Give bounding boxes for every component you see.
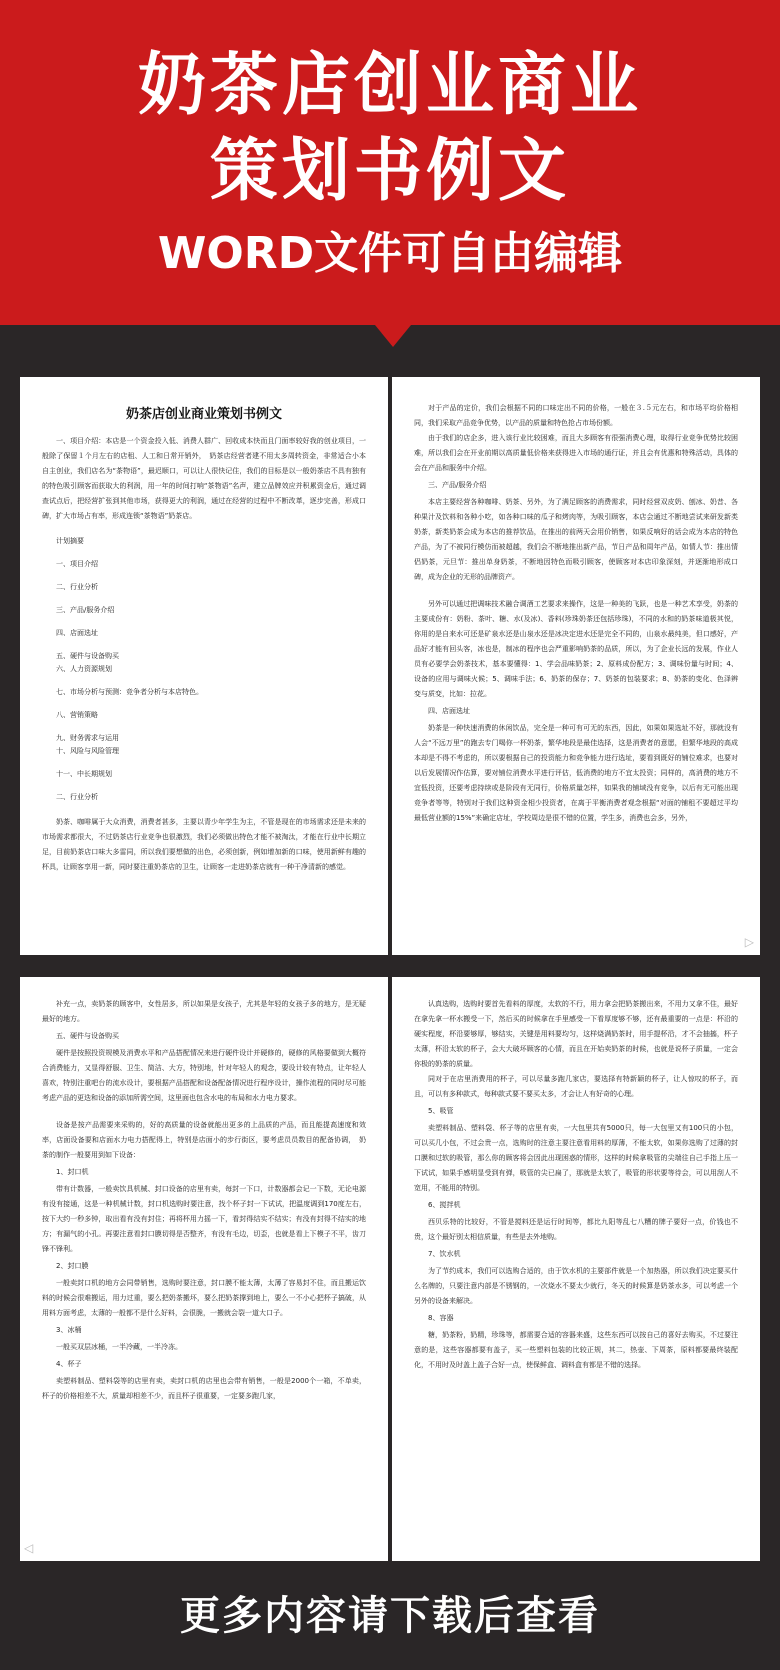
toc-item: 七、市场分析与预测：竞争者分析与本店特色。 xyxy=(56,688,203,696)
toc-item: 九、财务需求与运用 xyxy=(56,734,119,742)
banner-title-line1: 奶茶店创业商业 xyxy=(137,46,642,125)
subsection-heading: 8、容器 xyxy=(428,1314,454,1322)
subsection-heading: 4、杯子 xyxy=(56,1360,82,1368)
plan-summary-label: 计划摘要 xyxy=(56,537,84,545)
subsection-heading: 2、封口膜 xyxy=(56,1262,89,1270)
page-next-arrow-icon: ▷ xyxy=(744,935,754,949)
banner-title-line2: 策划书例文 xyxy=(209,132,570,211)
banner-subtitle: WORD文件可自由编辑 xyxy=(157,228,623,279)
toc-item: 四、店面选址 xyxy=(56,629,98,637)
subsection-heading: 5、吸管 xyxy=(428,1107,454,1115)
toc-item: 二、行业分析 xyxy=(56,583,98,591)
document-page-2 xyxy=(392,377,760,955)
toc-item: 五、硬件与设备购买 xyxy=(56,652,119,660)
paragraph: 同对于在店里消费用的杯子，可以尽量多跑几家店，要选择有特新颖的杯子，让人惊叹的杯子，而且，可以有多种款式，每种款式要不要买太多，才会让人有好奇的心理。 xyxy=(414,1075,738,1098)
paragraph: 带有计数器，一般卖饮具机械、封口设备的店里有卖，每封一下口，计数器都会记一下数，无论电源有没有接通，这是一种机械计数，封口机选购时要注意，找个杯子封一下试试，把温度调到170度左右，按下大约一秒多钟，取出看有没有封住；再将杯用力摇一下，看封得结实不结实；有没有封得不结实的地方；有漏气的小孔。再要注意看封口膜切得是否整齐，有没有毛边，切歪，也就是看上下模子不平，齿刀锋不锋利。 xyxy=(42,1185,366,1253)
paragraph: 奶茶是一种快速消费的休闲饮品，完全是一种可有可无的东西，因此，如果如果选址不好，那就没有人会“不远万里”的跑去专门喝你一杯奶茶，繁华地段是最佳选择，这是消费者的意愿，但繁华地段的高成本却是不得不考虑的，所以要根据自己的投资能力和竞争能力进行选址，要看到既好的铺位难求，也要对以后发展情况作估算，要对铺位消费水平进行评估，低消费的地方不宜太投资；同样的，高消费的地方不宜低投资，还要考虑持续或是阶段有无同行，价格质量怎样，如果我的铺域没有竞争，以后有无可能出现竞争者等等，特别对于我们这种资金相少投资者，在离于平衡消费者观念根据“对面的铺租不要超过平均最低营业额的15%”来确定店址，学校周边是很不错的位置，学生多，消费也会多，另外， xyxy=(414,724,738,822)
paragraph: 对于产品的定价，我们会根据不同的口味定出不同的价格，一般在３.５元左右，和市场平均价格相同，我们采取产品竞争优势，以产品的质量和特色抢占市场份额。 xyxy=(414,404,738,427)
section-heading: 三、产品/服务介绍 xyxy=(428,481,487,489)
subsection-heading: 1、封口机 xyxy=(56,1168,89,1176)
paragraph: 一般买双层冰桶，一半冷藏，一半冷冻。 xyxy=(56,1343,182,1351)
section-heading: 四、店面选址 xyxy=(428,707,470,715)
toc-item: 八、营销策略 xyxy=(56,711,98,719)
paragraph: 设备是按产品需要来采购的，好的高质量的设备就能出更多的上品质的产品，而且能提高速度和效率，店面设备要和店面水力电力搭配得上，特别是店面小的步行街区，要考虑员员数目的配备协调， 奶茶的制作一般要用到如下设备： xyxy=(42,1121,366,1159)
document-title: 奶茶店创业商业策划书例文 xyxy=(125,407,282,422)
paragraph: 本店主要经营各种咖啡、奶茶、另外，为了满足顾客的消费需求，同时经营双皮奶、刨冰、奶昔、各种果汁及饮料和各种小吃，如各种口味的瓜子和烤肉等，为吸引顾客，本店会通过不断地尝试来研发新类奶茶，新类奶茶会成为本店的推荐饮品，在推出的前两天会用价销售，如果反响好的话会成为本店的特色产品，为了不被同行模仿而被超越，我们会不断地推出新产品，节日产品和周年产品，如情人节：推出情侣奶茶，元旦节：推出单身奶茶，不断地因特色而吸引顾客，使顾客对本店印象深刻，并逐渐地形成口碑，成为企业的无形的品牌资产。 xyxy=(414,498,738,581)
paragraph: 补充一点，卖奶茶的顾客中，女性居多，所以如果是女孩子，尤其是年轻的女孩子多的地方，是无疑最好的地方。 xyxy=(42,1000,366,1023)
banner-notch xyxy=(375,325,411,347)
toc-item: 一、项目介绍 xyxy=(56,560,98,568)
toc-item: 三、产品/服务介绍 xyxy=(56,606,115,614)
paragraph: 由于我们的店企多，进入该行业比较困难，而且大多顾客有很强消费心理，取得行业竞争优势比较困难，所以我们会在开业前期以高质量低价格来获得进入市场的通行证，并且会有优惠和特殊活动，具体的会在产品和服务中介绍。 xyxy=(414,434,738,472)
document-page-4 xyxy=(392,977,760,1561)
subsection-heading: 6、搅拌机 xyxy=(428,1201,461,1209)
paragraph: 西贝乐特的比较好，不管是搅料还是运行时间等，都比九阳等乱七八糟的牌子要好一点，价钱也不贵，这个最好别太相信质量，有些是去外地购。 xyxy=(414,1218,738,1241)
document-page-1 xyxy=(20,377,388,955)
paragraph: 为了节约成本，我们可以选购合适的，由于饮水机的主要部件就是一个加热器，所以我们决定要买什么名牌的，只要注意内部是不锈钢的，一次烧水不要太少就行，冬天的时候算是奶茶水多，可以考虑一个另外的设备来解决。 xyxy=(414,1267,738,1305)
paragraph: 认真选购，选购时要首先看料的厚度，太软的不行，用力拿会把奶茶搬出来，不用力又拿不住，最好在拿先拿一杯水搬受一下，然后买的时候拿在手里感受一下看厚度够不够，还有最重要的一点是：杯沿的硬实程度，杯沿要够厚，够结实，关键是用料要均匀，这样烧满奶茶时，用手提杯沿，才不会抽搐，杯子太薄，杯沿太软的杯子，会大大破坏顾客的心情，而且在开始卖奶茶的时候，也就是说杯子质量，一定会你极的奶茶的质量。 xyxy=(414,1000,738,1068)
subsection-heading: 3、冰桶 xyxy=(56,1326,82,1334)
industry-paragraph: 奶茶、咖啡属于大众消费，消费者甚多，主要以青少年学生为主，不管是现在的市场需求还是未来的市场需求都很大，不过奶茶店行业竞争也很激烈，我们必须做出特色才能不被淘汰，才能在行业中长期立足，目前奶茶店口味大多雷同，所以我们要想做的出色，必须创新，例如增加新的口味，使用新鲜有趣的杯具，让顾客享用一新，同时要注重奶茶店的卫生，让顾客一走进奶茶店就有一种干净清新的感觉。 xyxy=(42,818,366,871)
paragraph: 糖，奶茶粉，奶精，珍珠等，都需要合适的容器来盛，这些东西可以按自己的喜好去购买，不过要注意的是，这些容器都要有盖子，买一些塑料包装的比较正规，其二，热壶、下周茶，原料都要最终装配化，不用时及时盖上盖子合好一点，使保鲜盒、调料盒有都是不错的选择。 xyxy=(414,1331,738,1369)
paragraph: 另外可以通过把调味技术融合调酒工艺要求来操作，这是一种美的飞跃，也是一种艺术享受，奶茶的主要成份有：奶粉、茶叶、糖、水(及冰)、香料(珍珠奶茶还包括珍珠)，不同的水和的奶茶味道极其悦，你用的是自来水可还是矿泉水还是山泉水还是冰决定进水还是完全不同的，山泉水最纯美，但口感好，产品好才能有回头客，冰也是，制冰的程序也会严重影响奶茶的品质，所以，为了企业长远的发展，作业人员有必要学会奶茶技术，基本要懂得：1、学会品味奶茶；2、原料成份配方；3、调味份量与时间；4、设备的应用与调味火候；5、调味手法；6、奶茶的保存；7、奶茶的包装要求；8、奶茶的变化、色泽辨变与质变，比如：拉花。 xyxy=(414,600,738,698)
document-page-3 xyxy=(20,977,388,1561)
intro-paragraph: 一、项目介绍：本店是一个资金投入低、消费人群广、回收成本快而且门面率较好我的创业项目，一般除了保留１个月左右的店租、人工和日常开销外， 奶茶店经营者建不用太多周转资金，非常适合小本自主创业，我们店名为“茶物语”，最迟顺口，可以让人很快记住，我们的目标是以一般奶茶店不具有独有的特色吸引顾客而获取大的利润，用一年的时间打响“茶物语”名声，建立品牌效应并积累资金后，通过调查试点后，把经营扩张到其他市场，获得更大的利润，通过在经营的过程中不断改革，逐步完善，形成口碑，扩大市场占有率，形成连锁“茶物语”奶茶店。 xyxy=(42,437,366,520)
paragraph: 卖塑料制品、塑料袋等的店里有卖，卖封口机的店里也会带有销售，一般是2000个一箱，不单卖，杯子的价格相差不大，质量却相差不少，而且杯子很重要，一定要多跑几家， xyxy=(42,1377,366,1400)
section-heading: 二、行业分析 xyxy=(56,793,98,801)
toc-item: 十一、中长期规划 xyxy=(56,770,112,778)
header-banner xyxy=(0,0,780,325)
subsection-heading: 7、饮水机 xyxy=(428,1250,461,1258)
toc-item: 十、风险与风险管理 xyxy=(56,747,119,755)
paragraph: 一般卖封口机的地方会同带销售，选购时要注意，封口膜不能太薄，太薄了容易封不住，而且搬运饮料的时候会很难搬运，用力过重，要么把奶茶搬坏，要么把奶茶撑到地上，要么一不小心把杯子搞破，从用料方面考虑，太薄的一般都不是什么好料，会很脆，一搬就会裂一道大口子。 xyxy=(42,1279,366,1317)
paragraph: 硬件是按照投资规模及消费水平和产品搭配情况来进行硬件设计并硬修的，硬修的风格要做到大概符合消费能力，又显得舒服、卫生、简洁、大方，特别地，针对年轻人的观念，要设计较有特点，让年轻人喜欢，特别注重吧台的流水设计，要根据产品搭配和设备配备情况进行程序设计，操作流程的同时尽可能考虑产品的更迭和设备的添加所需空间，这里面也包含水电的布局和水力电力要求。 xyxy=(42,1049,366,1102)
section-heading: 五、硬件与设备购买 xyxy=(56,1032,119,1040)
footer-download-note: 更多内容请下载后查看 xyxy=(180,1593,600,1639)
page-prev-arrow-icon: ◁ xyxy=(24,1541,34,1555)
toc-item: 六、人力资源规划 xyxy=(56,665,112,673)
paragraph: 卖塑料制品、塑料袋、杯子等的店里有卖，一大包里共有5000只，每一大包里又有100只的小包，可以买几小包，不过会贵一点，选购时的注意主要注意看用料的厚薄，不能太软，如果你选购了过薄的封口膜和过软的吸管，那么你的顾客将会因此出现困惑的情形，这样的时候拿吸管的尖端往自己手指上压一下试试，如果手感明显受到有弹，吸管的尖已扁了，那就是太软了，吸管的形状要等待会，可以用刮人不宽用，不能用的特别。 xyxy=(414,1124,738,1192)
